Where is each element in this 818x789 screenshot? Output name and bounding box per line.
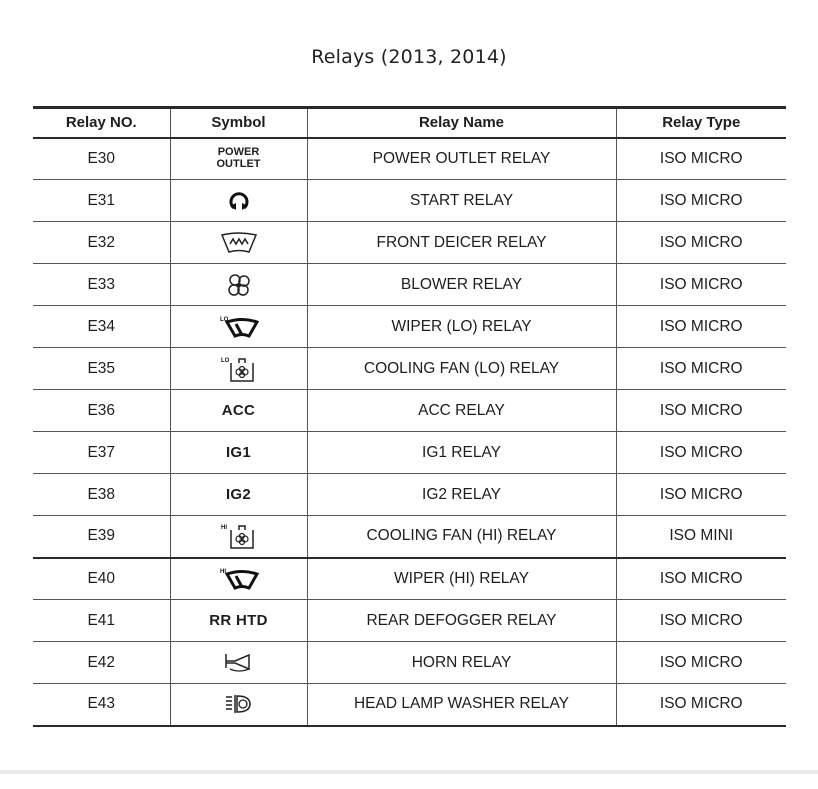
relay-type: ISO MICRO	[616, 180, 786, 222]
symbol-label: LO	[219, 316, 228, 323]
relay-symbol	[170, 138, 307, 180]
page-title: Relays (2013, 2014)	[311, 46, 507, 68]
relay-name: POWER OUTLET RELAY	[307, 138, 616, 180]
relay-name: IG2 RELAY	[307, 474, 616, 516]
relay-name: BLOWER RELAY	[307, 264, 616, 306]
table-row	[33, 180, 786, 222]
relay-name: COOLING FAN (LO) RELAY	[307, 348, 616, 390]
relay-no: E32	[33, 222, 170, 264]
relay-name: ACC RELAY	[307, 390, 616, 432]
table-row	[33, 474, 786, 516]
table-header-row	[33, 108, 786, 138]
relay-name: HORN RELAY	[307, 642, 616, 684]
header-relay-type: Relay Type	[616, 108, 786, 138]
relay-type: ISO MICRO	[616, 642, 786, 684]
symbol-line: OUTLET	[216, 157, 261, 170]
relay-type: ISO MICRO	[616, 558, 786, 600]
acc-symbol: ACC	[221, 401, 256, 419]
relay-type: ISO MICRO	[616, 264, 786, 306]
table-row	[33, 642, 786, 684]
relay-no: E31	[33, 180, 170, 222]
relay-name: WIPER (LO) RELAY	[307, 306, 616, 348]
relay-type: ISO MICRO	[616, 222, 786, 264]
symbol-label: HI	[220, 525, 227, 532]
relay-name: WIPER (HI) RELAY	[307, 558, 616, 600]
header-relay-no: Relay NO.	[33, 108, 170, 138]
table-row	[33, 558, 786, 600]
table-row	[33, 600, 786, 642]
relay-no: E33	[33, 264, 170, 306]
relay-type: ISO MICRO	[616, 600, 786, 642]
relay-no: E34	[33, 306, 170, 348]
table-row	[33, 264, 786, 306]
table-row	[33, 138, 786, 180]
blower-fan-icon	[226, 272, 252, 298]
relay-symbol	[170, 432, 307, 474]
front-deicer-icon	[220, 232, 258, 254]
relay-symbol	[170, 306, 307, 348]
table-row	[33, 684, 786, 726]
relay-no: E43	[33, 684, 170, 726]
relay-no: E38	[33, 474, 170, 516]
ig2-symbol: IG2	[225, 485, 252, 503]
relay-symbol	[170, 516, 307, 558]
relay-type: ISO MICRO	[616, 390, 786, 432]
relay-type: ISO MINI	[616, 516, 786, 558]
relay-type: ISO MICRO	[616, 348, 786, 390]
table-row	[33, 516, 786, 558]
relay-symbol	[170, 600, 307, 642]
relay-symbol	[170, 180, 307, 222]
relay-symbol	[170, 348, 307, 390]
symbol-label: LO	[220, 357, 229, 364]
relay-symbol	[170, 222, 307, 264]
cooling-fan-lo-icon	[219, 355, 259, 383]
relay-symbol	[170, 684, 307, 726]
footer-divider	[0, 770, 818, 774]
relay-no: E30	[33, 138, 170, 180]
relay-symbol	[170, 474, 307, 516]
symbol-line: POWER	[217, 145, 260, 158]
relay-no: E35	[33, 348, 170, 390]
relay-no: E37	[33, 432, 170, 474]
relay-symbol	[170, 264, 307, 306]
relay-no: E36	[33, 390, 170, 432]
cooling-fan-hi-icon	[219, 522, 259, 550]
relay-name: HEAD LAMP WASHER RELAY	[307, 684, 616, 726]
table-row	[33, 306, 786, 348]
header-relay-name: Relay Name	[307, 108, 616, 138]
relay-type: ISO MICRO	[616, 306, 786, 348]
relay-symbol	[170, 390, 307, 432]
relay-type: ISO MICRO	[616, 432, 786, 474]
header-symbol: Symbol	[170, 108, 307, 138]
relay-symbol	[170, 642, 307, 684]
relay-name: FRONT DEICER RELAY	[307, 222, 616, 264]
rr-htd-symbol: RR HTD	[209, 611, 268, 629]
symbol-label: HI	[219, 568, 226, 575]
relay-name: START RELAY	[307, 180, 616, 222]
relay-type: ISO MICRO	[616, 684, 786, 726]
relay-no: E39	[33, 516, 170, 558]
relays-table	[33, 106, 786, 727]
relay-symbol	[170, 558, 307, 600]
relay-no: E40	[33, 558, 170, 600]
table-row	[33, 348, 786, 390]
wiper-lo-icon	[219, 314, 259, 340]
relay-type: ISO MICRO	[616, 474, 786, 516]
table-row	[33, 222, 786, 264]
table-row	[33, 432, 786, 474]
start-arrow-icon	[227, 189, 251, 213]
ig1-symbol: IG1	[225, 443, 252, 461]
horn-icon	[223, 652, 255, 674]
relay-name: REAR DEFOGGER RELAY	[307, 600, 616, 642]
wiper-hi-icon	[219, 566, 259, 592]
relay-type: ISO MICRO	[616, 138, 786, 180]
relay-name: COOLING FAN (HI) RELAY	[307, 516, 616, 558]
relay-no: E41	[33, 600, 170, 642]
power-outlet-symbol	[217, 146, 261, 170]
head-lamp-washer-icon	[224, 692, 254, 716]
table-row	[33, 390, 786, 432]
relay-no: E42	[33, 642, 170, 684]
relay-name: IG1 RELAY	[307, 432, 616, 474]
